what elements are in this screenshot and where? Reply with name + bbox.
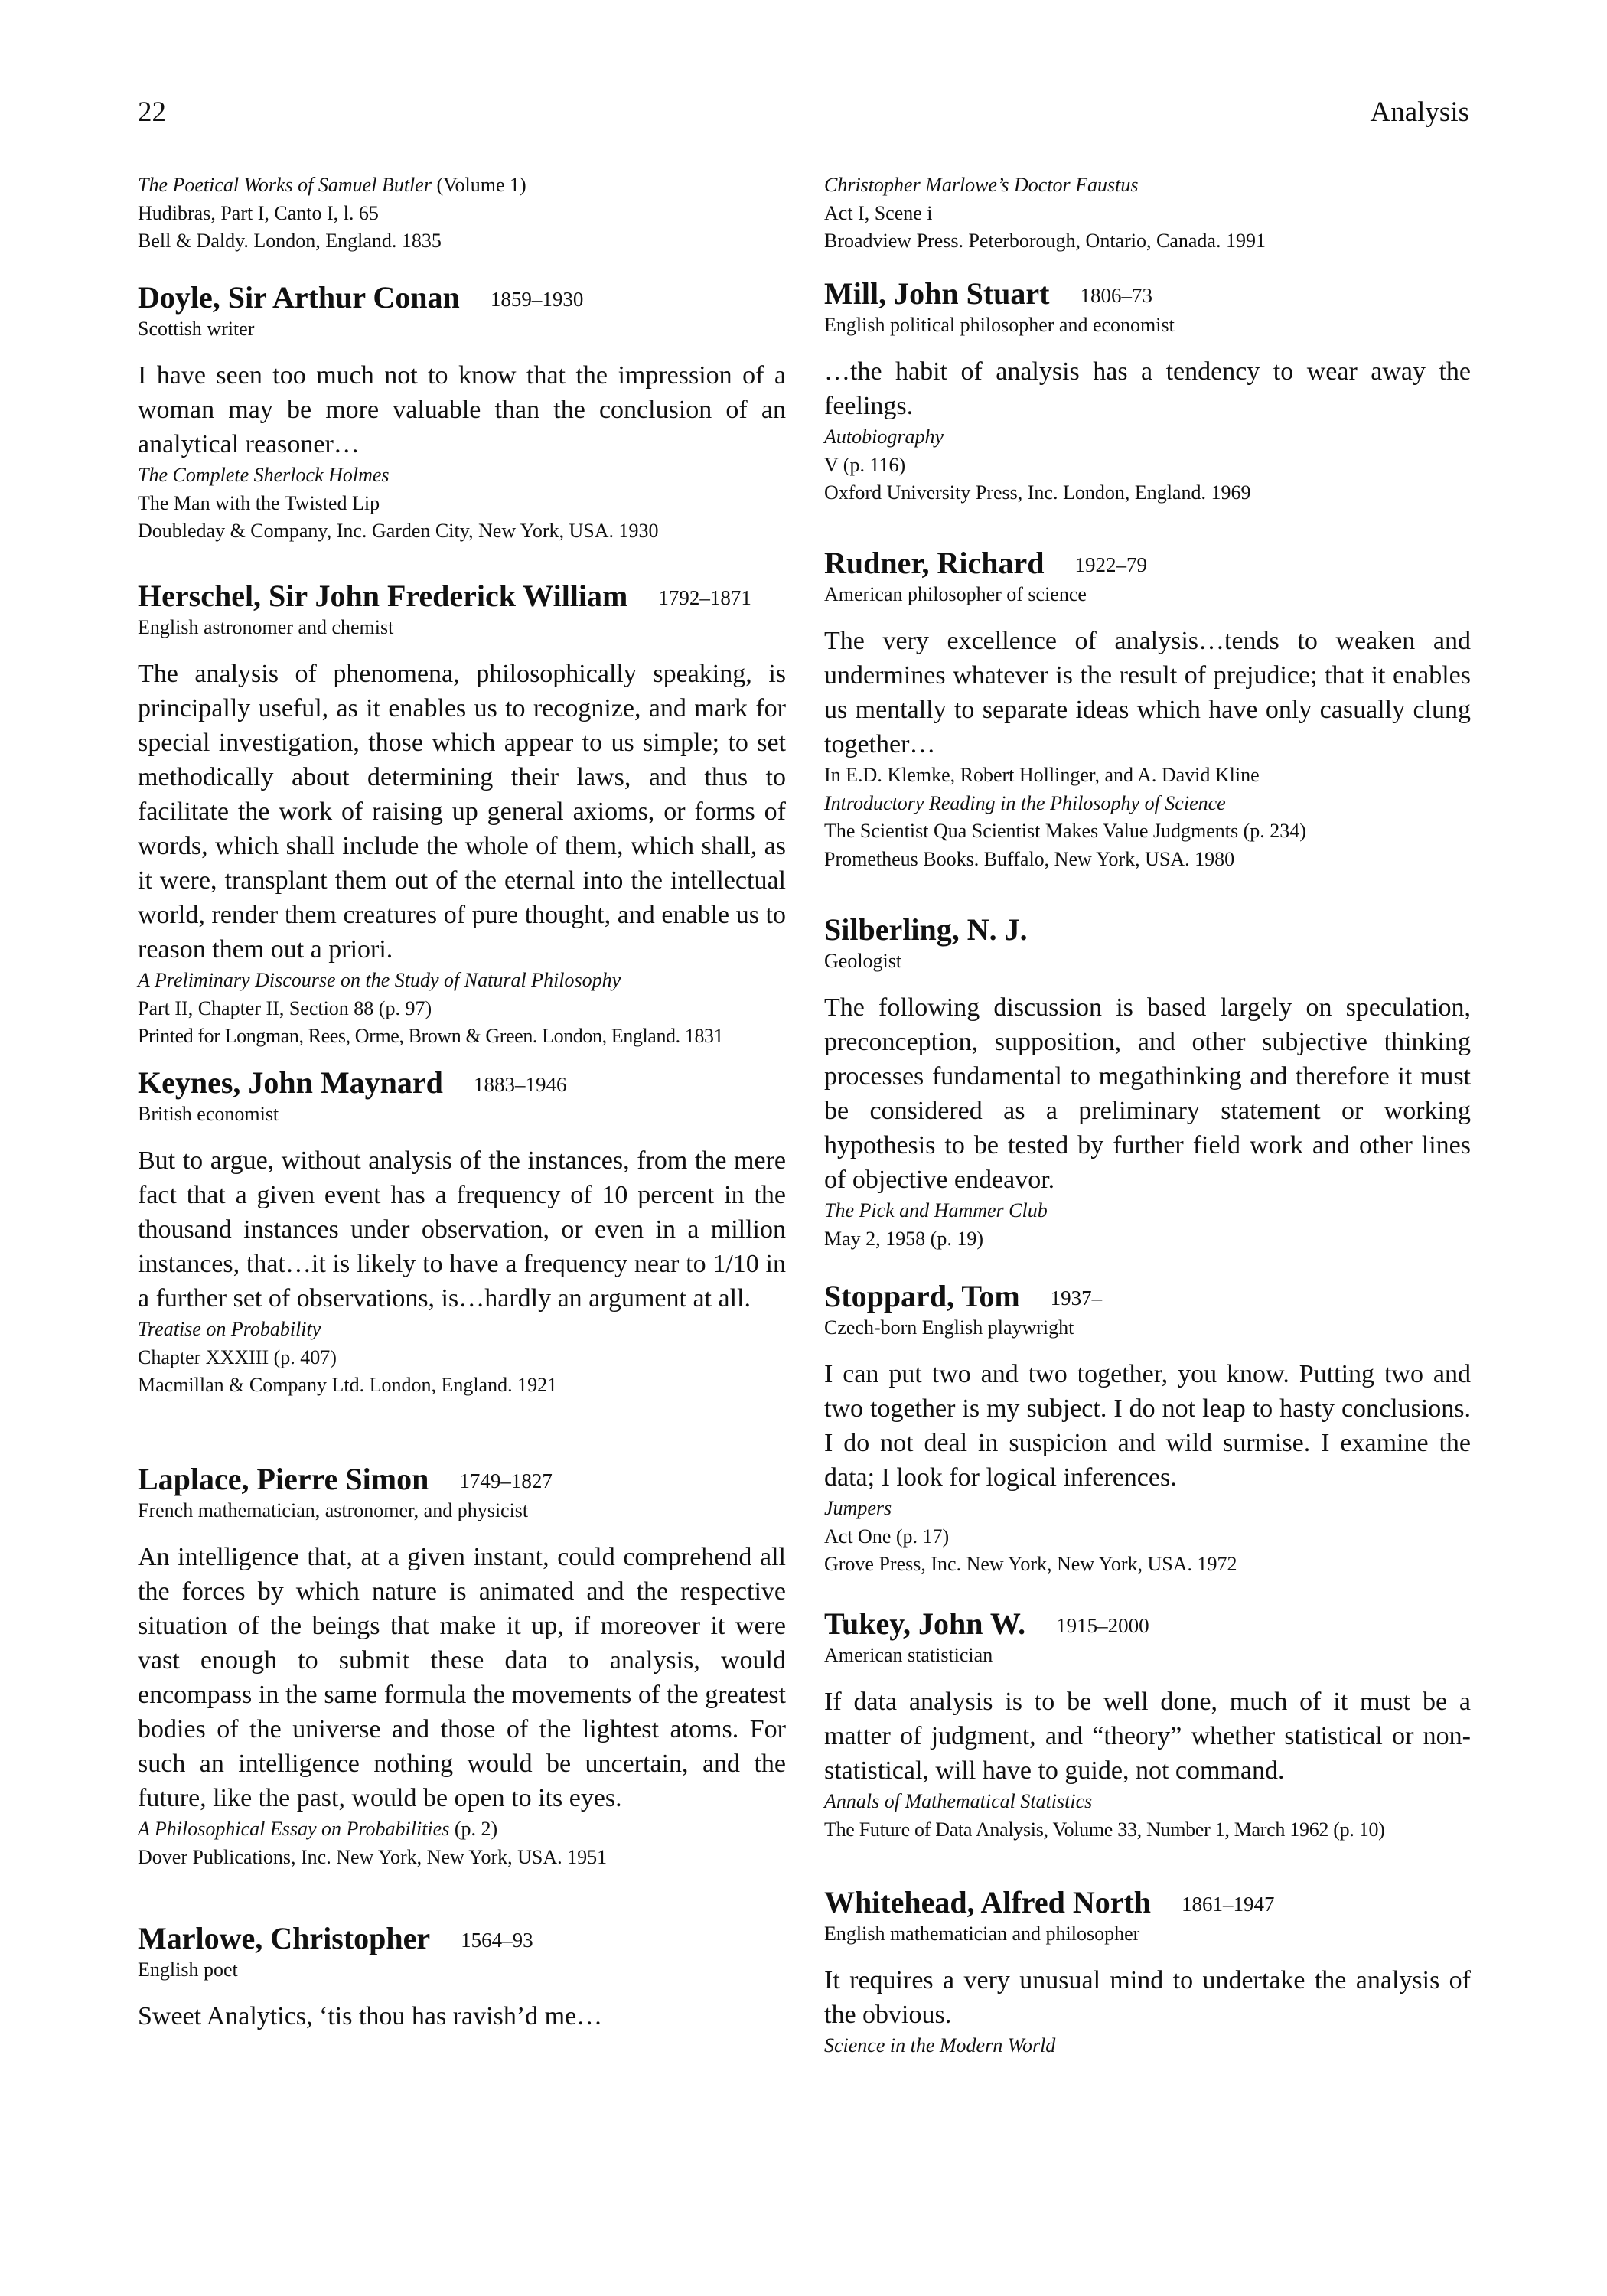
author-description: English political philosopher and economist bbox=[824, 314, 1175, 336]
citation-editors: In E.D. Klemke, Robert Hollinger, and A. David Kline bbox=[824, 764, 1260, 786]
author-line bbox=[824, 912, 1471, 947]
citation-publisher: Printed for Longman, Rees, Orme, Brown & Green. London, England. 1831 bbox=[138, 1025, 724, 1047]
author-name: Doyle, Sir Arthur Conan bbox=[138, 280, 460, 315]
quote-entry-laplace bbox=[138, 1446, 786, 1906]
author-line bbox=[138, 579, 786, 614]
source-title: The Poetical Works of Samuel Butler bbox=[138, 174, 432, 196]
quote-entry-tukey bbox=[824, 1591, 1471, 1868]
quote-entry-rudner bbox=[824, 529, 1471, 895]
citation-source: Introductory Reading in the Philosophy of Science bbox=[824, 791, 1226, 814]
citation-source: The Pick and Hammer Club bbox=[824, 1199, 1048, 1221]
author-dates: 1806–73 bbox=[1080, 284, 1152, 307]
citation-source bbox=[138, 1815, 786, 1844]
author-dates: 1792–1871 bbox=[658, 586, 751, 609]
quote-entry-butler-continued bbox=[138, 171, 786, 265]
citation-publisher: Doubleday & Company, Inc. Garden City, New York, USA. 1930 bbox=[138, 520, 659, 542]
author-dates: 1861–1947 bbox=[1182, 1893, 1275, 1916]
quote-text: But to argue, without analysis of the instances, from the mere fact that a given event has a frequency of 10 percent in the thousand instances under observation, or even in a million instances, that…it is likely to have a frequency near to 1/10 in a further set of observations, is…hardly an argument at all. bbox=[138, 1146, 786, 1313]
author-line bbox=[138, 1921, 786, 1956]
citation-part: Part II, Chapter II, Section 88 (p. 97) bbox=[138, 996, 432, 1019]
quote-text: The analysis of phenomena, philosophically speaking, is principally useful, as it enables us to recognize, and mark for special investigation, those which appear to us simple; to set methodically about determining their laws, and thus to facilitate the work of raising up general axioms, or forms of words, which shall include the whole of them, which shall, as it were, transplant them out of the eternal into the intellectual world, render them creatures of pure thought, and enable us to reason them out a priori. bbox=[138, 660, 786, 964]
quote-text: It requires a very unusual mind to undertake the analysis of the obvious. bbox=[824, 1966, 1471, 2029]
quote-text: Sweet Analytics, ‘tis thou has ravish’d me… bbox=[138, 2002, 603, 2030]
citation-part: The Man with the Twisted Lip bbox=[138, 491, 380, 514]
citation-publisher: Bell & Daldy. London, England. 1835 bbox=[138, 230, 442, 252]
quote-entry-stoppard bbox=[824, 1262, 1471, 1591]
author-description: American philosopher of science bbox=[824, 583, 1087, 605]
source-title: A Philosophical Essay on Probabilities bbox=[138, 1818, 450, 1840]
author-description: British economist bbox=[138, 1103, 279, 1125]
citation-source: A Preliminary Discourse on the Study of Natural Philosophy bbox=[138, 969, 621, 991]
citation-source: The Complete Sherlock Holmes bbox=[138, 464, 390, 486]
author-description: Czech-born English playwright bbox=[824, 1316, 1074, 1339]
citation-source: Treatise on Probability bbox=[138, 1318, 321, 1340]
author-description: Geologist bbox=[824, 950, 902, 972]
author-name: Herschel, Sir John Frederick William bbox=[138, 579, 628, 613]
author-dates: 1883–1946 bbox=[473, 1073, 567, 1096]
left-column bbox=[138, 171, 786, 2033]
citation-part: Act One (p. 17) bbox=[824, 1525, 950, 1548]
source-suffix: (Volume 1) bbox=[431, 174, 526, 196]
author-name: Stoppard, Tom bbox=[824, 1279, 1020, 1313]
citation-publisher: Dover Publications, Inc. New York, New York, USA. 1951 bbox=[138, 1845, 608, 1868]
citation-source: Christopher Marlowe’s Doctor Faustus bbox=[824, 174, 1139, 196]
source-suffix: (p. 2) bbox=[449, 1818, 498, 1840]
author-dates: 1915–2000 bbox=[1056, 1614, 1149, 1637]
quote-entry-doyle bbox=[138, 265, 786, 563]
citation-source: Jumpers bbox=[824, 1497, 892, 1519]
quote-entry-silberling bbox=[824, 895, 1471, 1262]
citation-part: The Scientist Qua Scientist Makes Value Judgments (p. 234) bbox=[824, 820, 1306, 842]
author-dates: 1749–1827 bbox=[459, 1469, 553, 1492]
author-description: French mathematician, astronomer, and physicist bbox=[138, 1499, 529, 1521]
quote-entry-whitehead bbox=[824, 1868, 1471, 2060]
quote-text: If data analysis is to be well done, much of it must be a matter of judgment, and “theory” whether statistical or non-statistical, will have to guide, not command. bbox=[824, 1688, 1471, 1785]
author-dates: 1859–1930 bbox=[490, 288, 584, 311]
citation-part: May 2, 1958 (p. 19) bbox=[824, 1227, 983, 1250]
quote-entry-keynes bbox=[138, 1050, 786, 1446]
citation-publisher: Prometheus Books. Buffalo, New York, USA. 1980 bbox=[824, 847, 1235, 870]
author-line bbox=[138, 1065, 786, 1101]
citation-part: Chapter XXXIII (p. 407) bbox=[138, 1345, 337, 1368]
quote-text: The following discussion is based largely on speculation, preconception, supposition, and other subjective thinking processes fundamental to megathinking and therefore it must be considered as a preliminary statement or working hypothesis to be tested by further field work and other lines of objective endeavor. bbox=[824, 993, 1471, 1194]
citation-source: Annals of Mathematical Statistics bbox=[824, 1790, 1093, 1812]
author-dates: 1937– bbox=[1050, 1287, 1103, 1309]
quote-text: …the habit of analysis has a tendency to wear away the feelings. bbox=[824, 357, 1471, 420]
author-line bbox=[824, 276, 1471, 311]
author-name: Laplace, Pierre Simon bbox=[138, 1462, 429, 1496]
quote-entry-herschel bbox=[138, 563, 786, 1050]
author-line bbox=[138, 1462, 786, 1497]
author-dates: 1922–79 bbox=[1074, 553, 1147, 576]
quote-text: I can put two and two together, you know. Putting two and two together is my subject. I do not leap to hasty conclusions. I do not deal in suspicion and wild surmise. I examine the data; I look for logical inferences. bbox=[824, 1360, 1471, 1492]
author-name: Silberling, N. J. bbox=[824, 912, 1028, 947]
author-line bbox=[824, 1279, 1471, 1314]
quote-text: I have seen too much not to know that the impression of a woman may be more valuable than the conclusion of an analytical reasoner… bbox=[138, 361, 786, 458]
citation-part: The Future of Data Analysis, Volume 33, Number 1, March 1962 (p. 10) bbox=[824, 1818, 1385, 1841]
author-dates: 1564–93 bbox=[461, 1929, 533, 1952]
citation-publisher: Broadview Press. Peterborough, Ontario, Canada. 1991 bbox=[824, 230, 1266, 252]
citation-publisher: Oxford University Press, Inc. London, England. 1969 bbox=[824, 481, 1251, 504]
author-name: Tukey, John W. bbox=[824, 1606, 1026, 1641]
quote-text: The very excellence of analysis…tends to weaken and undermines whatever is the result of prejudice; that it enables us mentally to separate ideas which have only casually clung together… bbox=[824, 627, 1471, 758]
quote-entry-mill bbox=[824, 265, 1471, 529]
citation-source bbox=[138, 171, 786, 200]
quote-text: An intelligence that, at a given instant, could comprehend all the forces by which nature is animated and the respective situation of the beings that make it up, if moreover it were vast enough to submit these data to analysis, would encompass in the same formula the movements of the greatest bodies of the universe and those of the lightest atoms. For such an intelligence nothing would be uncertain, and the future, like the past, would be open to its eyes. bbox=[138, 1543, 786, 1812]
author-name: Whitehead, Alfred North bbox=[824, 1885, 1152, 1919]
author-name: Marlowe, Christopher bbox=[138, 1921, 431, 1955]
author-description: English mathematician and philosopher bbox=[824, 1923, 1140, 1945]
author-name: Keynes, John Maynard bbox=[138, 1065, 443, 1100]
author-description: English poet bbox=[138, 1958, 238, 1981]
citation-publisher: Macmillan & Company Ltd. London, England. 1921 bbox=[138, 1374, 558, 1396]
author-line bbox=[824, 1606, 1471, 1642]
citation-source: Science in the Modern World bbox=[824, 2034, 1056, 2056]
quote-entry-marlowe-continued bbox=[824, 171, 1471, 265]
author-line bbox=[824, 546, 1471, 581]
author-line bbox=[138, 280, 786, 315]
author-name: Rudner, Richard bbox=[824, 546, 1045, 580]
citation-source: Autobiography bbox=[824, 426, 944, 448]
citation-part: Hudibras, Part I, Canto I, l. 65 bbox=[138, 201, 379, 224]
author-name: Mill, John Stuart bbox=[824, 276, 1050, 311]
section-title: Analysis bbox=[1370, 96, 1469, 128]
author-description: English astronomer and chemist bbox=[138, 616, 394, 638]
author-line bbox=[824, 1885, 1471, 1920]
author-description: American statistician bbox=[824, 1644, 993, 1666]
citation-part: Act I, Scene i bbox=[824, 201, 933, 224]
page-number: 22 bbox=[138, 96, 166, 128]
quote-entry-marlowe bbox=[138, 1906, 786, 2033]
citation-part: V (p. 116) bbox=[824, 453, 906, 476]
author-description: Scottish writer bbox=[138, 318, 255, 340]
right-column bbox=[824, 171, 1471, 2060]
citation-publisher: Grove Press, Inc. New York, New York, USA. 1972 bbox=[824, 1553, 1237, 1575]
